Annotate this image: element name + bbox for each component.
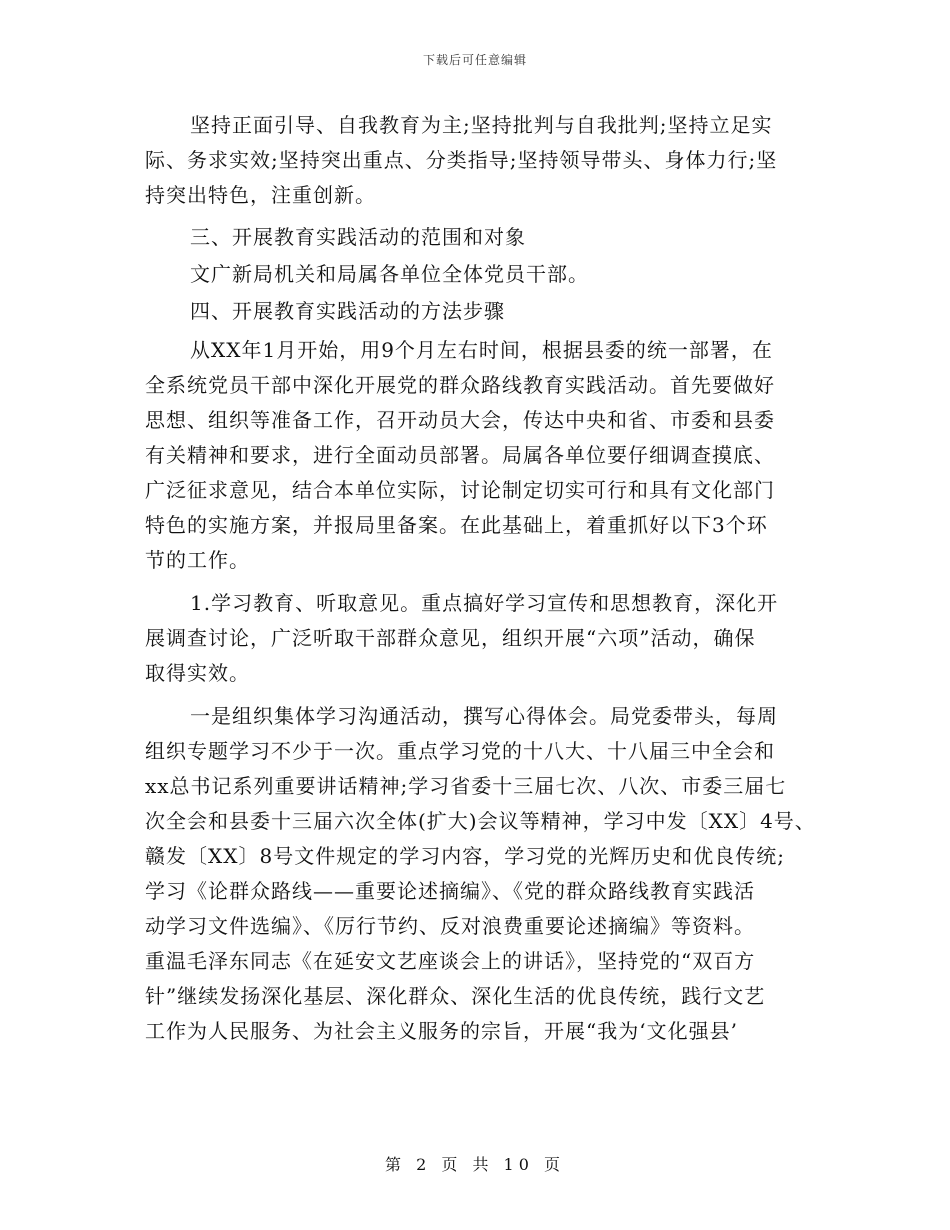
body-line: 工作为人民服务、为社会主义服务的宗旨，开展“我为‘文化强县’: [145, 1019, 738, 1043]
body-line: 次全会和县委十三届六次全体(扩大)会议等精神，学习中发〔XX〕4号、: [145, 809, 816, 833]
body-line: 1.学习教育、听取意见。重点搞好学习宣传和思想教育，深化开: [190, 591, 779, 615]
body-line: 取得实效。: [145, 661, 250, 685]
page-header: 下载后可任意编辑: [422, 53, 527, 67]
body-line: 有关精神和要求，进行全面动员部署。局属各单位要仔细调查摸底、: [145, 443, 775, 467]
body-line: 组织专题学习不少于一次。重点学习党的十八大、十八届三中全会和: [145, 739, 775, 763]
body-line: 针”继续发扬深化基层、深化群众、深化生活的优良传统，践行文艺: [145, 984, 766, 1008]
body-line: 赣发〔XX〕8号文件规定的学习内容，学习党的光辉历史和优良传统;: [145, 844, 785, 868]
body-line: 思想、组织等准备工作，召开动员大会，传达中央和省、市委和县委: [145, 408, 775, 432]
body-line: 特色的实施方案，并报局里备案。在此基础上，着重抓好以下3个环: [145, 513, 768, 537]
body-line: 坚持正面引导、自我教育为主;坚持批判与自我批判;坚持立足实: [190, 113, 773, 137]
body-line: 广泛征求意见，结合本单位实际，讨论制定切实可行和具有文化部门: [145, 478, 775, 502]
body-line: 文广新局机关和局属各单位全体党员干部。: [190, 262, 589, 286]
body-line: 学习《论群众路线——重要论述摘编》、《党的群众路线教育实践活: [145, 879, 755, 903]
section-heading: 三、开展教育实践活动的范围和对象: [190, 225, 526, 249]
body-line: 重温毛泽东同志《在延安文艺座谈会上的讲话》，坚持党的“双百方: [145, 949, 756, 973]
body-line: 展调查讨论，广泛听取干部群众意见，组织开展“六项”活动，确保: [145, 626, 756, 650]
body-line: 动学习文件选编》、《厉行节约、反对浪费重要论述摘编》等资料。: [145, 914, 755, 938]
section-heading: 四、开展教育实践活动的方法步骤: [190, 299, 505, 323]
body-line: 从XX年1月开始，用9个月左右时间，根据县委的统一部署，在: [190, 338, 773, 362]
body-line: xx总书记系列重要讲话精神;学习省委十三届七次、八次、市委三届七: [145, 774, 787, 798]
body-line: 一是组织集体学习沟通活动，撰写心得体会。局党委带头，每周: [190, 704, 778, 728]
page-footer: 第 2 页 共 10 页: [385, 1155, 565, 1174]
body-line: 节的工作。: [145, 548, 250, 572]
body-line: 际、务求实效;坚持突出重点、分类指导;坚持领导带头、身体力行;坚: [145, 148, 778, 172]
body-line: 持突出特色，注重创新。: [145, 183, 376, 207]
body-line: 全系统党员干部中深化开展党的群众路线教育实践活动。首先要做好: [145, 373, 775, 397]
